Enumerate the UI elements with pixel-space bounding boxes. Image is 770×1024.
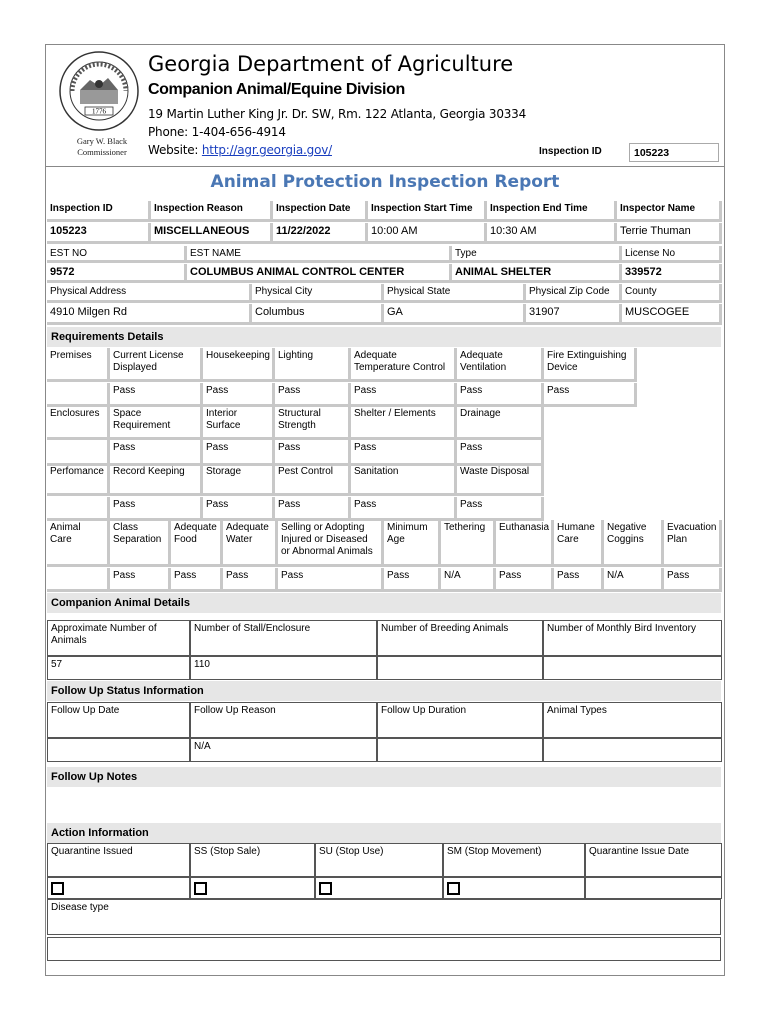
inspection-value: 11/22/2022 [273,223,368,244]
inspection-label: Inspection Reason [151,201,273,222]
location-value: Columbus [252,304,384,325]
agency-phone: Phone: 1-404-656-4914 [148,125,286,139]
svg-text:1776: 1776 [92,107,106,116]
action-value [443,877,585,899]
requirement-value: Pass [203,440,275,466]
requirement-value: Pass [664,568,722,592]
disease-type-value [47,937,721,961]
requirement-value: Pass [203,497,275,521]
requirements-section-header: Requirements Details [47,327,721,347]
inspection-value: 10:30 AM [487,223,617,244]
companion-value [377,656,543,680]
location-label: Physical Zip Code [526,284,622,303]
follow-up-value [377,738,543,762]
website-label: Website: [148,143,199,157]
requirement-value: Pass [275,440,351,466]
action-label: SS (Stop Sale) [190,843,315,877]
agency-website [148,143,332,157]
location-value: GA [384,304,526,325]
action-value [190,877,315,899]
establishment-value: 339572 [622,264,722,283]
disease-type-label: Disease type [47,899,721,935]
companion-value: 110 [190,656,377,680]
division-name: Companion Animal/Equine Division [148,81,405,98]
inspection-id-label: Inspection ID [539,146,602,157]
requirement-category: Perfomance [47,464,110,496]
action-label: SM (Stop Movement) [443,843,585,877]
location-label: Physical Address [47,284,252,303]
inspection-label: Inspector Name [617,201,722,222]
requirement-label: Space Requirement [110,406,203,440]
companion-label: Number of Stall/Enclosure [190,620,377,656]
requirement-value: Pass [496,568,554,592]
inspection-value: MISCELLANEOUS [151,223,273,244]
companion-section-header: Companion Animal Details [47,593,721,613]
follow-up-label: Follow Up Date [47,702,190,738]
requirement-value: Pass [203,383,275,407]
establishment-value: 9572 [47,264,187,283]
requirement-value: Pass [351,497,457,521]
follow-up-label: Follow Up Reason [190,702,377,738]
requirement-label: Adequate Temperature Control [351,348,457,382]
agency-address: 19 Martin Luther King Jr. Dr. SW, Rm. 122 Atlanta, Georgia 30334 [148,107,527,121]
requirement-label: Humane Care [554,520,604,567]
requirement-label: Euthanasia [496,520,554,567]
requirement-category-blank [47,383,110,407]
requirement-value: Pass [110,568,171,592]
georgia-seal-logo [58,50,140,132]
requirement-label: Structural Strength [275,406,351,440]
follow-up-section-header: Follow Up Status Information [47,681,721,701]
report-title: Animal Protection Inspection Report [210,172,560,192]
checkbox-0[interactable] [51,882,64,895]
action-label: SU (Stop Use) [315,843,443,877]
establishment-label: EST NO [47,246,187,263]
requirement-label: Waste Disposal [457,464,544,496]
requirement-label: Evacuation Plan [664,520,722,567]
commissioner-name: Gary W. Black [76,136,128,146]
establishment-value: ANIMAL SHELTER [452,264,622,283]
checkbox-2[interactable] [319,882,332,895]
inspection-label: Inspection Start Time [368,201,487,222]
requirement-label: Interior Surface [203,406,275,440]
inspection-value: Terrie Thuman [617,223,722,244]
checkbox-1[interactable] [194,882,207,895]
location-value: MUSCOGEE [622,304,722,325]
action-value [315,877,443,899]
requirement-label: Record Keeping [110,464,203,496]
header-divider [45,166,725,167]
inspection-value: 105223 [47,223,151,244]
requirement-value: Pass [554,568,604,592]
follow-up-value: N/A [190,738,377,762]
website-link[interactable]: http://agr.georgia.gov/ [201,143,332,157]
requirement-label: Fire Extinguishing Device [544,348,637,382]
requirement-value: Pass [544,383,637,407]
requirement-label: Pest Control [275,464,351,496]
companion-label: Number of Monthly Bird Inventory [543,620,722,656]
requirement-label: Sanitation [351,464,457,496]
action-section-header: Action Information [47,823,721,843]
companion-value [543,656,722,680]
requirement-label: Selling or Adopting Injured or Diseased or Abnormal Animals [278,520,384,567]
requirement-category: Premises [47,348,110,382]
requirement-label: Current License Displayed [110,348,203,382]
checkbox-3[interactable] [447,882,460,895]
companion-label: Approximate Number of Animals [47,620,190,656]
agency-title: Georgia Department of Agriculture [148,52,514,76]
establishment-value: COLUMBUS ANIMAL CONTROL CENTER [187,264,452,283]
action-value [585,877,722,899]
location-value: 4910 Milgen Rd [47,304,252,325]
follow-up-label: Animal Types [543,702,722,738]
inspection-label: Inspection ID [47,201,151,222]
requirement-value: N/A [441,568,496,592]
action-label: Quarantine Issue Date [585,843,722,877]
companion-value: 57 [47,656,190,680]
requirement-category-blank [47,497,110,521]
requirement-category-blank [47,568,110,592]
requirement-label: Adequate Water [223,520,278,567]
requirement-label: Adequate Ventilation [457,348,544,382]
requirement-value: Pass [223,568,278,592]
establishment-label: Type [452,246,622,263]
requirement-value: Pass [275,497,351,521]
commissioner-title: Commissioner [77,147,127,157]
location-label: Physical State [384,284,526,303]
requirement-label: Shelter / Elements [351,406,457,440]
requirement-value: Pass [171,568,223,592]
action-label: Quarantine Issued [47,843,190,877]
commissioner-signature [52,136,152,158]
requirement-value: Pass [351,383,457,407]
requirement-label: Class Separation [110,520,171,567]
inspection-label: Inspection Date [273,201,368,222]
requirement-category: Animal Care [47,520,110,567]
follow-up-label: Follow Up Duration [377,702,543,738]
requirement-value: Pass [351,440,457,466]
requirement-label: Storage [203,464,275,496]
companion-label: Number of Breeding Animals [377,620,543,656]
inspection-value: 10:00 AM [368,223,487,244]
requirement-value: N/A [604,568,664,592]
requirement-category-blank [47,440,110,466]
requirement-label: Housekeeping [203,348,275,382]
requirement-value: Pass [110,440,203,466]
follow-up-value [47,738,190,762]
establishment-label: EST NAME [187,246,452,263]
inspection-label: Inspection End Time [487,201,617,222]
requirement-label: Minimum Age [384,520,441,567]
requirement-value: Pass [278,568,384,592]
requirement-value: Pass [457,440,544,466]
follow-up-value [543,738,722,762]
requirement-label: Negative Coggins [604,520,664,567]
requirement-category: Enclosures [47,406,110,440]
location-label: Physical City [252,284,384,303]
requirement-label: Lighting [275,348,351,382]
requirement-value: Pass [457,497,544,521]
requirement-label: Drainage [457,406,544,440]
location-value: 31907 [526,304,622,325]
requirement-value: Pass [275,383,351,407]
location-label: County [622,284,722,303]
requirement-value: Pass [384,568,441,592]
requirement-label: Adequate Food [171,520,223,567]
inspection-id-value: 105223 [629,143,719,162]
requirement-label: Tethering [441,520,496,567]
action-value [47,877,190,899]
requirement-value: Pass [110,497,203,521]
establishment-label: License No [622,246,722,263]
requirement-value: Pass [110,383,203,407]
follow-up-notes-header: Follow Up Notes [47,767,721,787]
follow-up-notes-area [47,788,721,820]
requirement-value: Pass [457,383,544,407]
